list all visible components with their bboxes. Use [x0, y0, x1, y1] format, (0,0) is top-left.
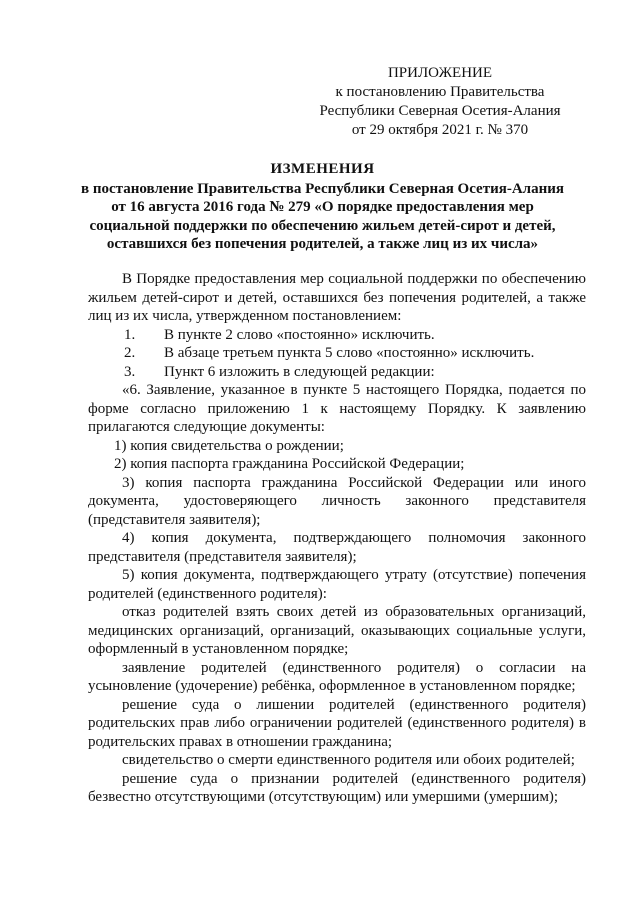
title-line-4: оставшихся без попечения родителей, а также лиц из их числа»	[106, 236, 539, 252]
list-item	[88, 363, 586, 382]
document-list-item: 4) копия документа, подтверждающего полномочия законного представителя (представителя заявителя);	[88, 530, 586, 565]
appendix-line-2: Республики Северная Осетия-Алания	[319, 103, 561, 119]
item-text: В абзаце третьем пункта 5 слово «постоянно» исключить.	[164, 345, 535, 361]
item-number: 1.	[124, 326, 136, 343]
document-list-item: 1) копия свидетельства о рождении;	[114, 437, 344, 454]
document-list-item: 5) копия документа, подтверждающего утрату (отсутствие) попечения родителей (единственного родителя):	[88, 567, 586, 602]
sub-item: отказ родителей взять своих детей из образовательных организаций, медицинских организаций, организаций, оказывающих социальные услуги, оформленный в установленном порядке;	[88, 604, 586, 657]
title-main: ИЗМЕНЕНИЯ	[270, 161, 375, 177]
sub-item: свидетельство о смерти единственного родителя или обоих родителей;	[122, 752, 575, 768]
sub-item: решение суда о признании родителей (единственного родителя) безвестно отсутствующими (отсутствующим) или умершими (умершим);	[88, 770, 586, 805]
list-item	[88, 326, 586, 345]
document-title	[60, 160, 585, 254]
paragraph-6: «6. Заявление, указанное в пункте 5 настоящего Порядка, подается по форме согласно приложению 1 к настоящему Порядку. К заявлению прилагаются следующие документы:	[88, 382, 586, 435]
document-body	[88, 270, 586, 807]
appendix-line-3: от 29 октября 2021 г. № 370	[351, 122, 529, 138]
sub-item: решение суда о лишении родителей (единственного родителя) родительских прав либо ограничении родителей (единственного родителя) в родительских правах в отношении гражданина;	[88, 696, 586, 750]
document-list-item: 3) копия паспорта гражданина Российской Федерации или иного документа, удостоверяющего личность законного представителя (представителя заявителя);	[88, 474, 586, 528]
title-line-3: социальной поддержки по обеспечению жильем детей-сирот и детей,	[89, 217, 556, 234]
title-line-2: от 16 августа 2016 года № 279 «О порядке предоставления мер	[111, 199, 534, 215]
item-text: В пункте 2 слово «постоянно» исключить.	[164, 326, 435, 343]
title-line-1: в постановление Правительства Республики Северная Осетия-Алания	[81, 180, 564, 197]
item-number: 2.	[124, 345, 136, 361]
item-text: Пункт 6 изложить в следующей редакции:	[164, 363, 435, 380]
sub-item: заявление родителей (единственного родителя) о согласии на усыновление (удочерение) ребёнка, оформленное в установленном порядке;	[88, 659, 586, 694]
item-number: 3.	[124, 363, 136, 380]
appendix-line-1: к постановлению Правительства	[335, 84, 545, 100]
appendix-heading: ПРИЛОЖЕНИЕ	[387, 65, 493, 81]
appendix-block	[300, 64, 580, 140]
document-list-item: 2) копия паспорта гражданина Российской Федерации;	[114, 456, 465, 472]
intro-paragraph: В Порядке предоставления мер социальной поддержки по обеспечению жильем детей-сирот и детей, оставшихся без попечения родителей, а также лиц из их числа, утвержденном постановлением:	[88, 271, 586, 324]
list-item	[88, 344, 586, 363]
